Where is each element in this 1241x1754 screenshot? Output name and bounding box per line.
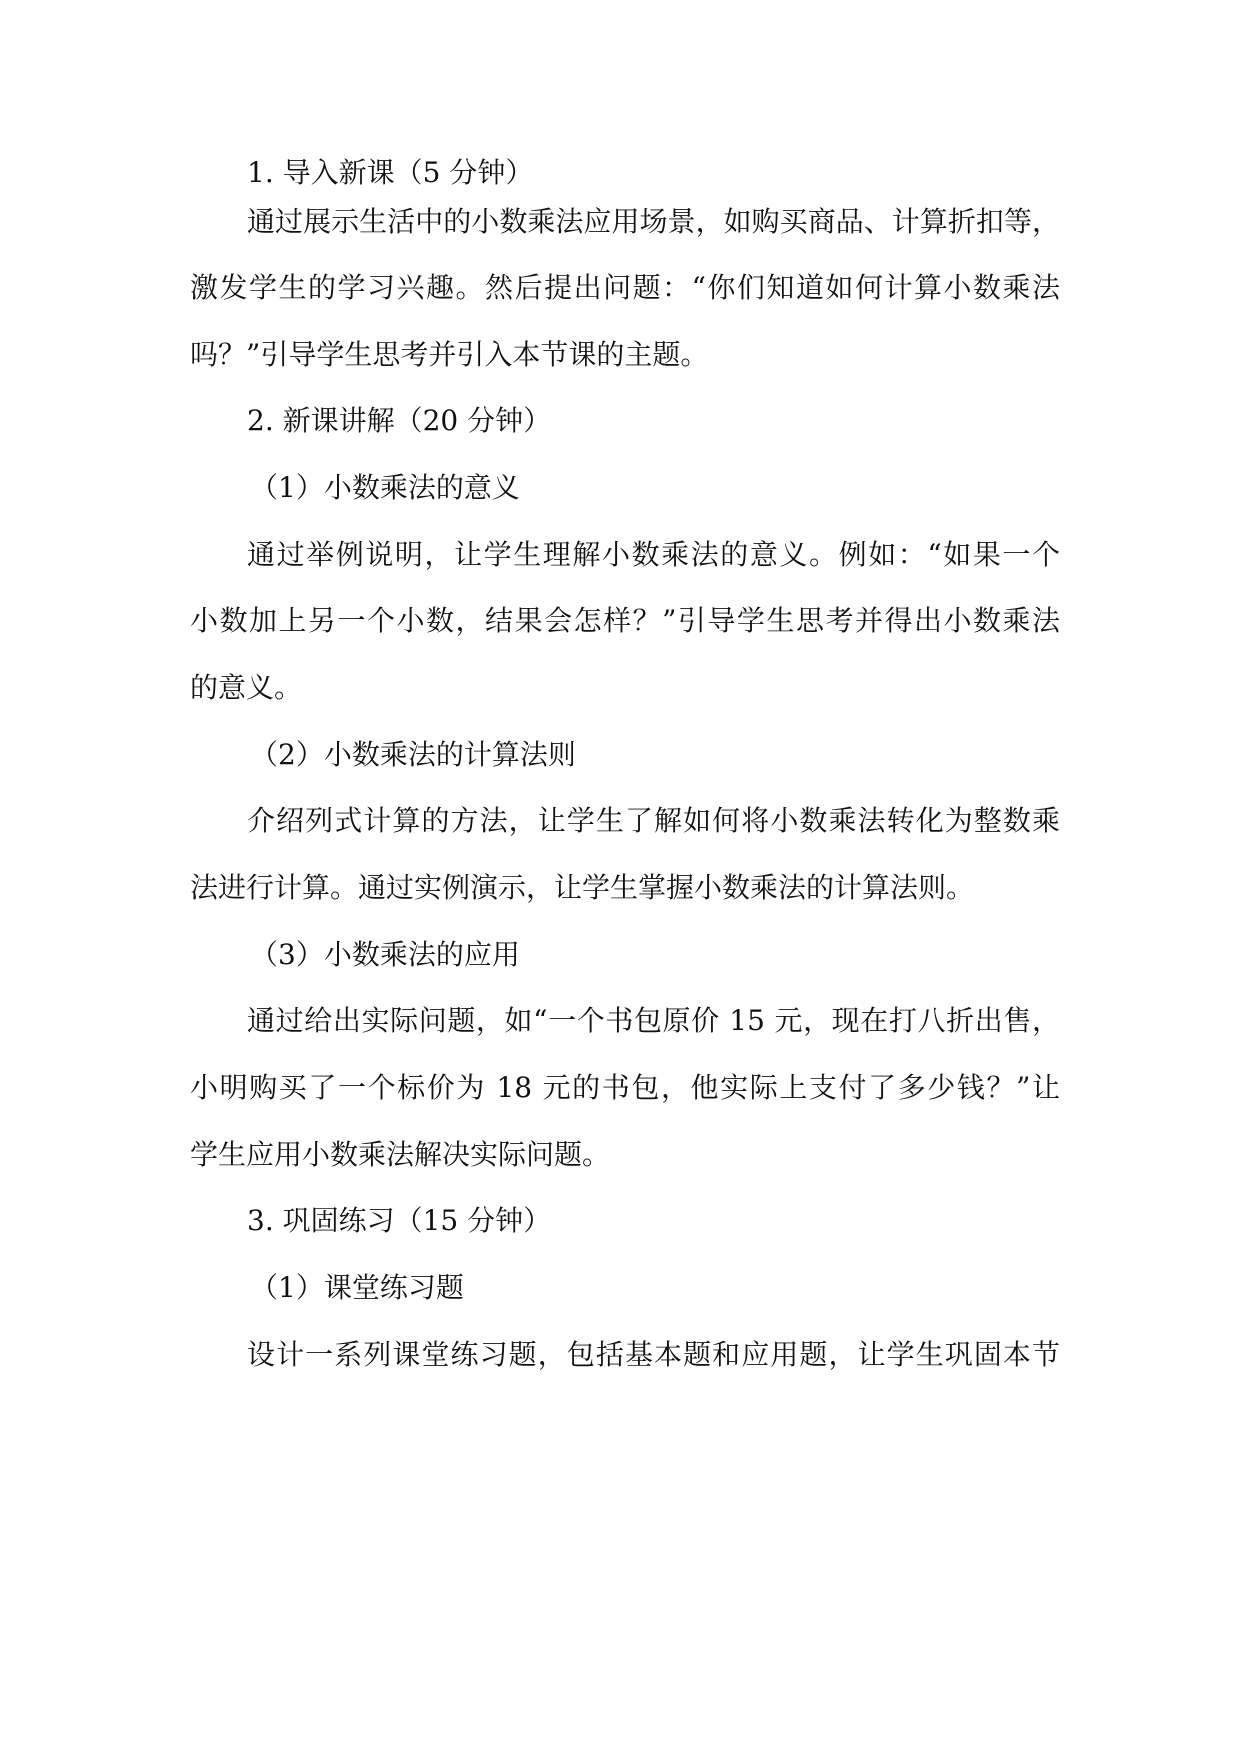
paragraph-line: 吗？”引导学生思考并引入本节课的主题。 [190,338,709,371]
paragraph-line: 小明购买了一个标价为 18 元的书包，他实际上支付了多少钱？”让 [190,1071,1060,1104]
paragraph-line: 通过展示生活中的小数乘法应用场景，如购买商品、计算折扣等， [247,205,1060,238]
paragraph-line: 通过给出实际问题，如“一个书包原价 15 元，现在打八折出售， [247,1004,1060,1037]
paragraph-line: 通过举例说明，让学生理解小数乘法的意义。例如：“如果一个 [247,538,1060,571]
section-heading: 2. 新课讲解（20 分钟） [247,404,552,437]
paragraph-line: 小数加上另一个小数，结果会怎样？”引导学生思考并得出小数乘法 [190,604,1060,637]
subsection-heading: （3）小数乘法的应用 [250,938,520,971]
paragraph-line: 设计一系列课堂练习题，包括基本题和应用题，让学生巩固本节 [247,1338,1060,1371]
paragraph-line: 学生应用小数乘法解决实际问题。 [190,1138,611,1171]
subsection-heading: （2）小数乘法的计算法则 [250,738,576,771]
paragraph-line: 的意义。 [190,671,303,704]
paragraph-line: 介绍列式计算的方法，让学生了解如何将小数乘法转化为整数乘 [247,804,1060,837]
subsection-heading: （1）课堂练习题 [250,1271,464,1304]
section-heading: 1. 导入新课（5 分钟） [247,156,534,189]
section-heading: 3. 巩固练习（15 分钟） [247,1204,552,1237]
paragraph-line: 法进行计算。通过实例演示，让学生掌握小数乘法的计算法则。 [190,871,975,904]
paragraph-line: 激发学生的学习兴趣。然后提出问题：“你们知道如何计算小数乘法 [190,271,1060,304]
subsection-heading: （1）小数乘法的意义 [250,471,520,504]
